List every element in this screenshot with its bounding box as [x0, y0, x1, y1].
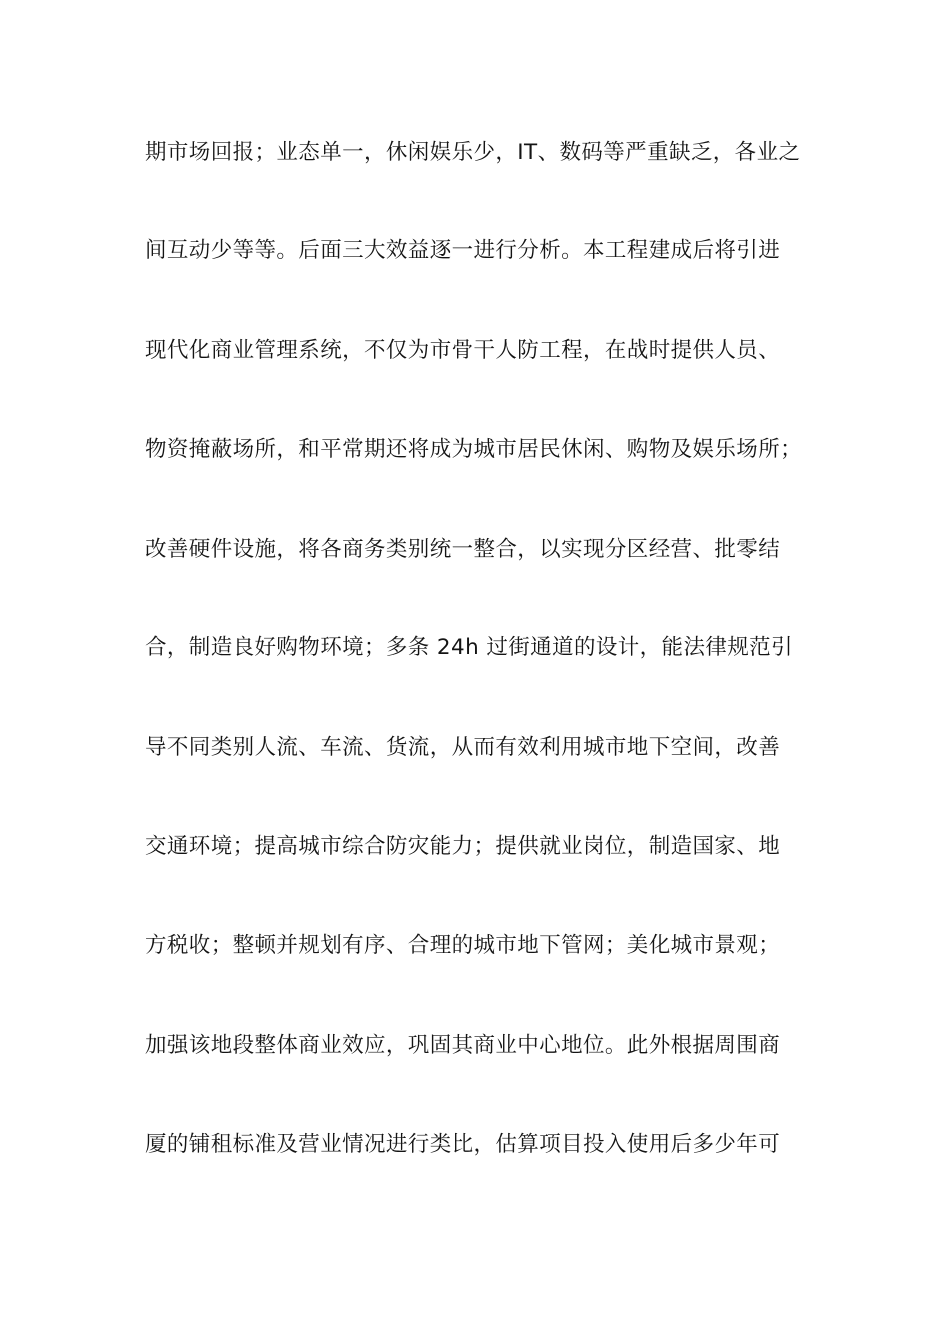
paragraph-line: 导不同类别人流、车流、货流，从而有效利用城市地下空间，改善 — [145, 735, 781, 760]
paragraph-line: 改善硬件设施，将各商务类别统一整合，以实现分区经营、批零结 — [145, 537, 781, 562]
paragraph-line: 合，制造良好购物环境；多条 24h 过街通道的设计，能法律规范引 — [145, 635, 793, 660]
paragraph-line: 交通环境；提高城市综合防灾能力；提供就业岗位，制造国家、地 — [145, 834, 781, 859]
paragraph-line: 期市场回报；业态单一，休闲娱乐少，IT、数码等严重缺乏，各业之 — [145, 140, 801, 165]
paragraph-line: 现代化商业管理系统，不仅为市骨干人防工程，在战时提供人员、 — [145, 338, 781, 363]
paragraph-line: 方税收；整顿并规划有序、合理的城市地下管网；美化城市景观； — [145, 933, 781, 958]
paragraph-line: 加强该地段整体商业效应，巩固其商业中心地位。此外根据周围商 — [145, 1033, 781, 1058]
paragraph-line: 物资掩蔽场所，和平常期还将成为城市居民休闲、购物及娱乐场所； — [145, 437, 803, 462]
paragraph-line: 间互动少等等。后面三大效益逐一进行分析。本工程建成后将引进 — [145, 238, 781, 263]
paragraph-line: 厦的铺租标准及营业情况进行类比，估算项目投入使用后多少年可 — [145, 1132, 781, 1157]
